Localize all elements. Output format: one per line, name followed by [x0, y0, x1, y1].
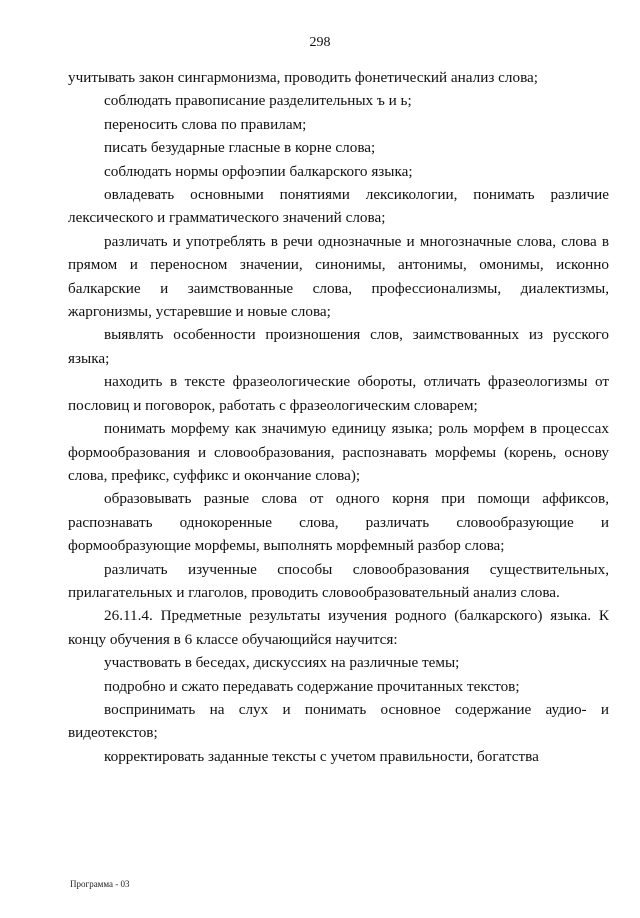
paragraph: понимать морфему как значимую единицу языка; роль морфем в процессах формообразования и словообразования, распознавать морфемы (корень, основу слова, префикс, суффикс и окончание слова); [68, 420, 609, 484]
paragraph: переносить слова по правилам; [104, 115, 307, 133]
paragraph: выявлять особенности произношения слов, заимствованных из русского языка; [68, 326, 609, 367]
page-footer: Программа - 03 [70, 879, 130, 889]
paragraph: соблюдать нормы орфоэпии балкарского языка; [104, 162, 413, 180]
paragraph: корректировать заданные тексты с учетом правильности, богатства [104, 747, 539, 765]
paragraph: писать безударные гласные в корне слова; [104, 139, 376, 157]
paragraph: овладевать основными понятиями лексикологии, понимать различие лексического и грамматического значений слова; [68, 186, 609, 227]
paragraph: соблюдать правописание разделительных ъ и ь; [104, 92, 412, 110]
document-body [68, 66, 609, 768]
paragraph: учитывать закон сингармонизма, проводить фонетический анализ слова; [68, 69, 539, 86]
paragraph: различать изученные способы словообразования существительных, прилагательных и глаголов, проводить словообразовательный анализ слова. [68, 560, 609, 601]
page-number: 298 [309, 35, 331, 50]
section-heading-paragraph: 26.11.4. Предметные результаты изучения родного (балкарского) языка. К концу обучения в 6 классе обучающийся научится: [68, 607, 609, 648]
paragraph: воспринимать на слух и понимать основное содержание аудио- и видеотекстов; [68, 700, 609, 742]
paragraph: находить в тексте фразеологические обороты, отличать фразеологизмы от пословиц и поговорок, работать с фразеологическим словарем; [68, 373, 609, 414]
paragraph: различать и употреблять в речи однозначные и многозначные слова, слова в прямом и переносном значении, синонимы, антонимы, омонимы, исконно балкарские и заимствованные слова, профессионализмы, диалектизмы, жаргонизмы, устаревшие и новые слова; [68, 232, 609, 321]
paragraph: участвовать в беседах, дискуссиях на различные темы; [104, 654, 460, 672]
paragraph: подробно и сжато передавать содержание прочитанных текстов; [104, 677, 520, 695]
paragraph: образовывать разные слова от одного корня при помощи аффиксов, распознавать однокоренные слова, различать словообразующие и формообразующие морфемы, выполнять морфемный разбор слова; [68, 490, 609, 555]
